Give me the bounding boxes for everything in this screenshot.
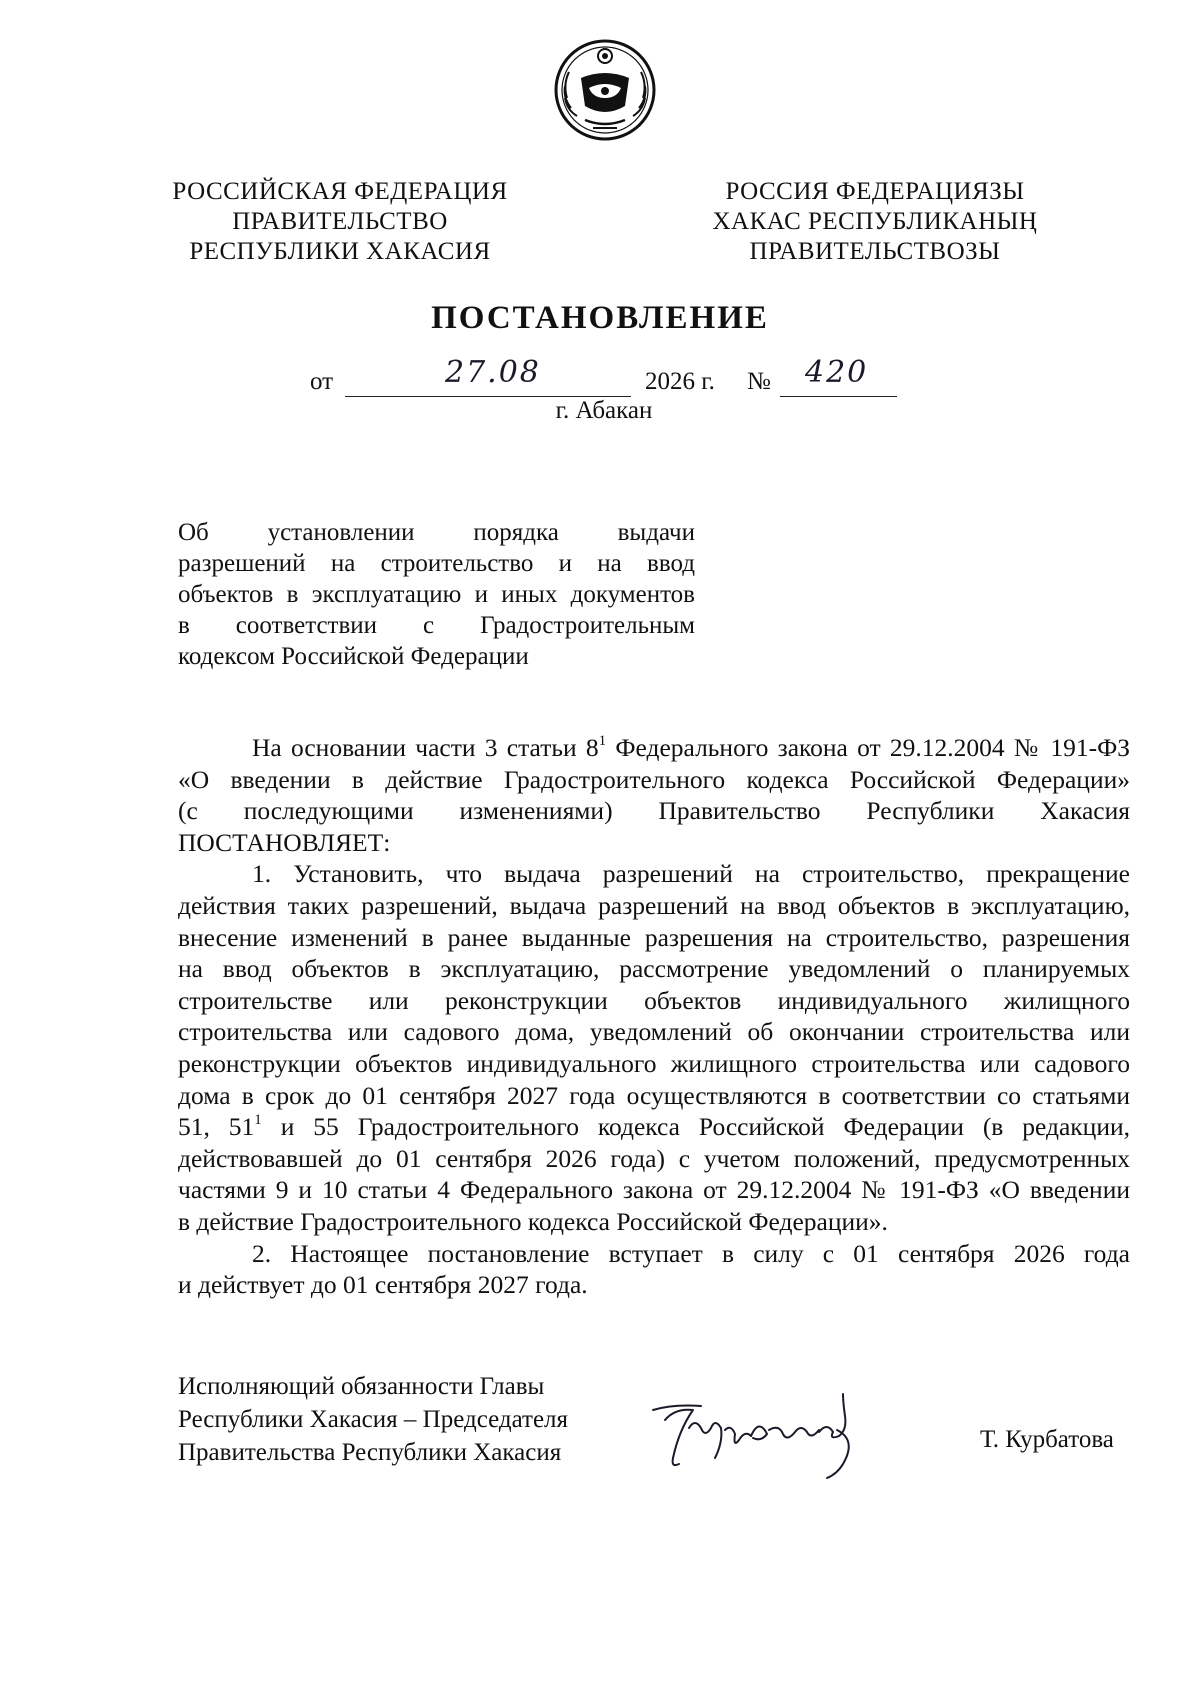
header-right [700,177,1050,267]
signatory-name: Т. Курбатова [980,1426,1114,1453]
body-line: на ввод объектов в эксплуатацию, рассмотрение уведомлений о планируемых [178,954,1130,984]
signature-block [178,1370,568,1469]
handwritten-signature-icon [645,1380,885,1490]
signatory-title-line: Республики Хакасия – Председателя [178,1406,569,1433]
body-line: действовавшей до 01 сентября 2026 года) с учетом положений, предусмотренных [178,1143,1130,1173]
header-right-line: ПРАВИТЕЛЬСТВОЗЫ [749,238,1001,265]
body-line [178,732,1130,764]
body-line: в действие Градостроительного кодекса Российской Федерации». [178,1206,888,1236]
body-line: ПОСТАНОВЛЯЕТ: [178,827,391,857]
body-line: строительстве или реконструкции объектов индивидуального жилищного [178,985,1130,1015]
document-subject [178,517,695,672]
number-label: № [747,368,771,395]
handwritten-number: 420 [805,355,869,390]
signatory-title-line: Правительства Республики Хакасия [178,1439,562,1466]
body-line: реконструкции объектов индивидуального жилищного строительства или садового [178,1048,1130,1078]
body-text: 51, 51 [178,1112,255,1142]
body-line: внесение изменений в ранее выданные разрешения на строительство, разрешения [178,922,1130,952]
superscript: 1 [598,732,607,749]
header-right-line: ХАКАС РЕСПУБЛИКАНЫҢ [712,208,1038,235]
subject-line: кодексом Российской Федерации [178,643,529,670]
header-left-line: ПРАВИТЕЛЬСТВО [232,208,448,235]
subject-line: Об установлении порядка выдачи [178,519,695,546]
body-text: и 55 Градостроительного кодекса Российской Федерации (в редакции, [261,1112,1130,1142]
body-line: (с последующими изменениями) Правительство Республики Хакасия [178,796,1130,826]
header-left [165,177,515,267]
subject-line: разрешений на строительство и на ввод [178,550,695,577]
body-line: 2. Настоящее постановление вступает в силу с 01 сентября 2026 года [252,1238,1130,1268]
superscript: 1 [254,1111,262,1128]
city-label [0,397,1200,425]
body-line: и действует до 01 сентября 2027 года. [178,1270,588,1300]
date-from-label: от [310,368,334,395]
city-text: г. Абакан [555,397,653,424]
body-line: дома в срок до 01 сентября 2027 года осуществляются в соответствии со статьями [178,1080,1130,1110]
document-title: ПОСТАНОВЛЕНИЕ [431,300,769,336]
body-text: Федерального закона от 29.12.2004 № 191-ФЗ [606,733,1130,762]
body-line: «О введении в действие Градостроительного кодекса Российской Федерации» [178,764,1130,794]
body-line: действия таких разрешений, выдача разрешений на ввод объектов в эксплуатацию, [178,890,1130,920]
header-left-line: РОССИЙСКАЯ ФЕДЕРАЦИЯ [172,178,508,205]
signatory-title-line: Исполняющий обязанности Главы [178,1373,545,1400]
body-line: строительства или садового дома, уведомлений об окончании строительства или [178,1017,1130,1047]
handwritten-date: 27.08 [445,355,541,390]
body-line: частями 9 и 10 статьи 4 Федерального закона от 29.12.2004 № 191-ФЗ «О введении [178,1175,1130,1205]
body-text: На основании части 3 статьи 8 [252,733,599,762]
header-right-line: РОССИЯ ФЕДЕРАЦИЯЗЫ [725,178,1025,205]
subject-line: объектов в эксплуатацию и иных документов [178,581,695,608]
date-year-label: 2026 г. [645,368,715,395]
subject-line: в соответствии с Градостроительным [178,612,695,639]
body-line: 1. Установить, что выдача разрешений на строительство, прекращение [252,859,1130,889]
header-left-line: РЕСПУБЛИКИ ХАКАСИЯ [189,238,491,265]
body-line [178,1111,1130,1143]
khakassia-emblem-icon [553,38,657,142]
document-body [178,732,1130,1301]
